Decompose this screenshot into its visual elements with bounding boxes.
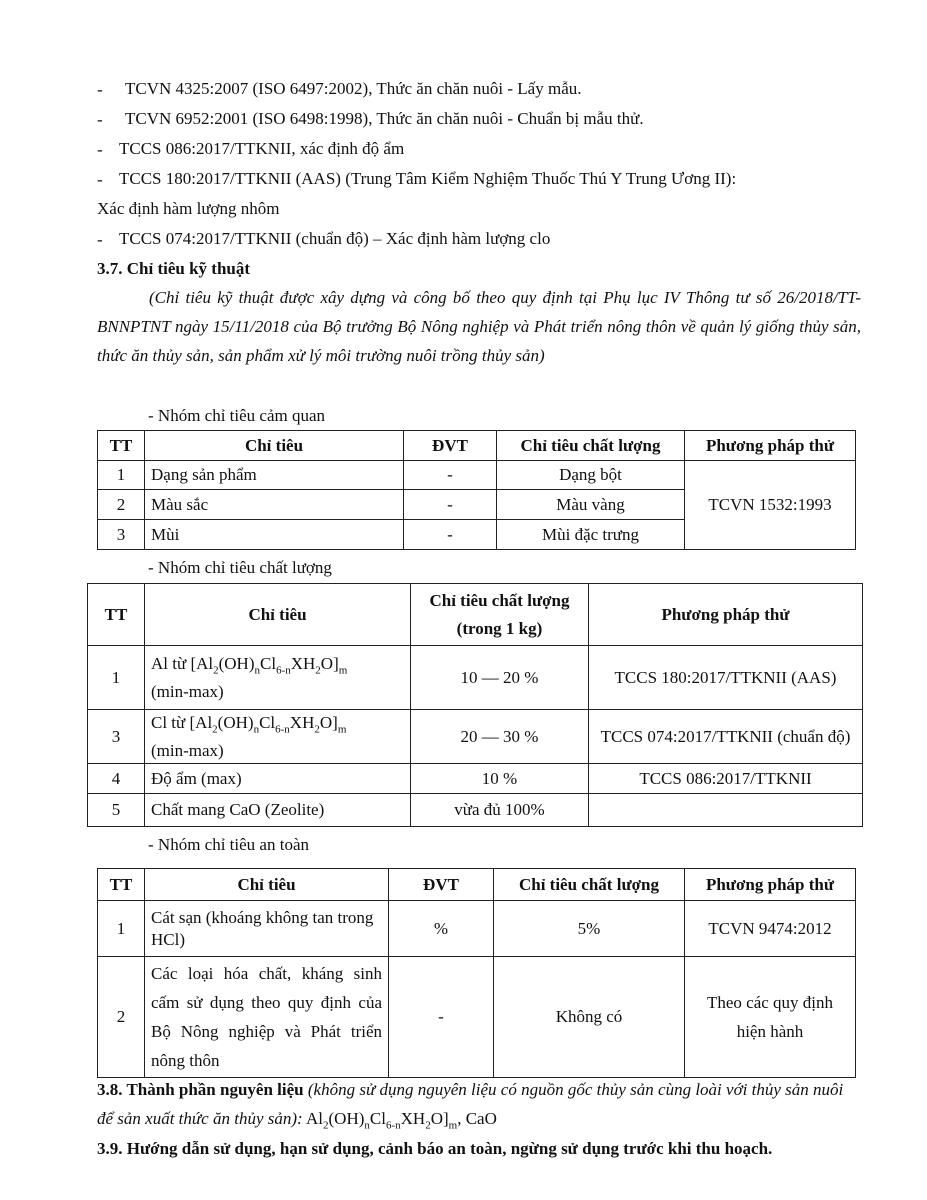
col-header: Phương pháp thử <box>685 431 856 461</box>
row-number: 1 <box>88 646 145 710</box>
unit: - <box>404 490 497 520</box>
group-safety-label: - Nhóm chỉ tiêu an toàn <box>148 835 309 854</box>
col-header: ĐVT <box>404 431 497 461</box>
col-header: ĐVT <box>389 869 494 901</box>
col-header: Phương pháp thử <box>589 584 863 646</box>
col-header: Chỉ tiêu chất lượng <box>494 869 685 901</box>
col-header: Phương pháp thử <box>685 869 856 901</box>
test-method: TCCS 074:2017/TTKNII (chuẩn độ) <box>589 710 863 764</box>
test-method: TCVN 9474:2012 <box>685 901 856 957</box>
table-row <box>88 646 863 710</box>
row-number: 2 <box>98 957 145 1078</box>
quality-value: 10 % <box>411 764 589 794</box>
table-row <box>98 461 856 490</box>
range-suffix: (min-max) <box>151 682 224 702</box>
unit: % <box>389 901 494 957</box>
element-prefix: Al từ <box>151 653 187 673</box>
quality-value: vừa đủ 100% <box>411 794 589 827</box>
sensory-table <box>97 430 856 550</box>
list-dash: - <box>97 80 103 99</box>
unit: - <box>389 957 494 1078</box>
col-header: Chỉ tiêu <box>145 584 411 646</box>
element-prefix: Cl từ <box>151 713 186 732</box>
col-header: TT <box>98 869 145 901</box>
criterion-name <box>145 646 411 710</box>
col-header: Chỉ tiêu <box>145 869 389 901</box>
quality-table <box>87 583 863 827</box>
reference-item-continued: Xác định hàm lượng nhôm <box>97 199 280 218</box>
col-header: Chỉ tiêu <box>145 431 404 461</box>
criterion-name: Chất mang CaO (Zeolite) <box>145 794 411 827</box>
table-row <box>98 901 856 957</box>
group-sensory-label: - Nhóm chỉ tiêu cảm quan <box>148 406 326 425</box>
row-number: 5 <box>88 794 145 827</box>
quality-value: Màu vàng <box>497 490 685 520</box>
table-row <box>88 764 863 794</box>
criterion-name: Cát sạn (khoáng không tan trong HCl) <box>145 901 389 957</box>
section-3-8-title: 3.8. Thành phần nguyên liệu <box>97 1080 304 1099</box>
section-3-8-note: (không sử dụng nguyên liệu có nguồn gốc thủy sản cùng loài với thủy sản nuôi để sản xuất thức ăn thủy sản): <box>97 1080 844 1128</box>
range-suffix: (min-max) <box>151 741 224 761</box>
group-quality-label: - Nhóm chỉ tiêu chất lượng <box>148 558 332 577</box>
quality-value: Không có <box>494 957 685 1078</box>
table-row <box>88 710 863 764</box>
criterion-name <box>145 710 411 764</box>
col-header: Chỉ tiêu chất lượng (trong 1 kg) <box>411 584 589 646</box>
row-number: 1 <box>98 901 145 957</box>
test-method: TCVN 1532:1993 <box>685 461 856 550</box>
test-method: Theo các quy định hiện hành <box>685 957 856 1078</box>
test-method: TCCS 180:2017/TTKNII (AAS) <box>589 646 863 710</box>
list-dash: - <box>97 230 103 249</box>
chemical-formula: $[Al_2(OH)_nCl_{6-n}XH_2O]_m$ <box>190 653 348 677</box>
criterion-name: Độ ẩm (max) <box>145 764 411 794</box>
table-row <box>98 957 856 1078</box>
criterion-name: Mùi <box>145 520 404 550</box>
chemical-formula: $[Al_2(OH)_nCl_{6-n}XH_2O]_m$ <box>189 713 347 736</box>
col-header: TT <box>88 584 145 646</box>
list-dash: - <box>97 110 103 129</box>
quality-value: 5% <box>494 901 685 957</box>
chemical-formula: $Al_2(OH)_nCl_{6-n}XH_2O]_m$ <box>306 1109 458 1132</box>
quality-value: 20 — 30 % <box>411 710 589 764</box>
section-3-8 <box>97 1075 861 1140</box>
unit: - <box>404 520 497 550</box>
reference-item: TCVN 4325:2007 (ISO 6497:2002), Thức ăn chăn nuôi - Lấy mẫu. <box>125 79 582 98</box>
unit: - <box>404 461 497 490</box>
reference-item: TCVN 6952:2001 (ISO 6498:1998), Thức ăn chăn nuôi - Chuẩn bị mẫu thử. <box>125 109 644 128</box>
list-dash: - <box>97 140 103 159</box>
reference-item: TCCS 086:2017/TTKNII, xác định độ ẩm <box>119 139 405 158</box>
row-number: 3 <box>98 520 145 550</box>
criterion-name: Màu sắc <box>145 490 404 520</box>
col-header: TT <box>98 431 145 461</box>
section-3-9-title: 3.9. Hướng dẫn sử dụng, hạn sử dụng, cảnh báo an toàn, ngừng sử dụng trước khi thu hoạch. <box>97 1139 773 1158</box>
criterion-name: Dạng sản phẩm <box>145 461 404 490</box>
row-number: 2 <box>98 490 145 520</box>
reference-item: TCCS 074:2017/TTKNII (chuẩn độ) – Xác định hàm lượng clo <box>119 229 551 248</box>
table-row <box>88 794 863 827</box>
reference-item: TCCS 180:2017/TTKNII (AAS) (Trung Tâm Kiểm Nghiệm Thuốc Thú Y Trung Ương II): <box>119 169 737 188</box>
col-header: Chỉ tiêu chất lượng <box>497 431 685 461</box>
quality-value: Mùi đặc trưng <box>497 520 685 550</box>
safety-table <box>97 868 856 1078</box>
test-method <box>589 794 863 827</box>
list-dash: - <box>97 170 103 189</box>
section-3-8-tail: , CaO <box>457 1109 497 1128</box>
row-number: 4 <box>88 764 145 794</box>
row-number: 1 <box>98 461 145 490</box>
section-3-7-note: (Chỉ tiêu kỹ thuật được xây dựng và công bố theo quy định tại Phụ lục IV Thông tư số 26/2018/TT-BNNPTNT ngày 15/11/2018 của Bộ trưởng Bộ Nông nghiệp và Phát triển nông thôn về quản lý giống thủy sản, thức ăn thủy sản, sản phẩm xử lý môi trường nuôi trồng thủy sản) <box>97 288 861 365</box>
quality-value: Dạng bột <box>497 461 685 490</box>
section-3-7-title: 3.7. Chỉ tiêu kỹ thuật <box>97 259 251 278</box>
quality-value: 10 — 20 % <box>411 646 589 710</box>
test-method: TCCS 086:2017/TTKNII <box>589 764 863 794</box>
criterion-name: Các loại hóa chất, kháng sinh cấm sử dụng theo quy định của Bộ Nông nghiệp và Phát triển nông thôn <box>145 957 389 1078</box>
row-number: 3 <box>88 710 145 764</box>
